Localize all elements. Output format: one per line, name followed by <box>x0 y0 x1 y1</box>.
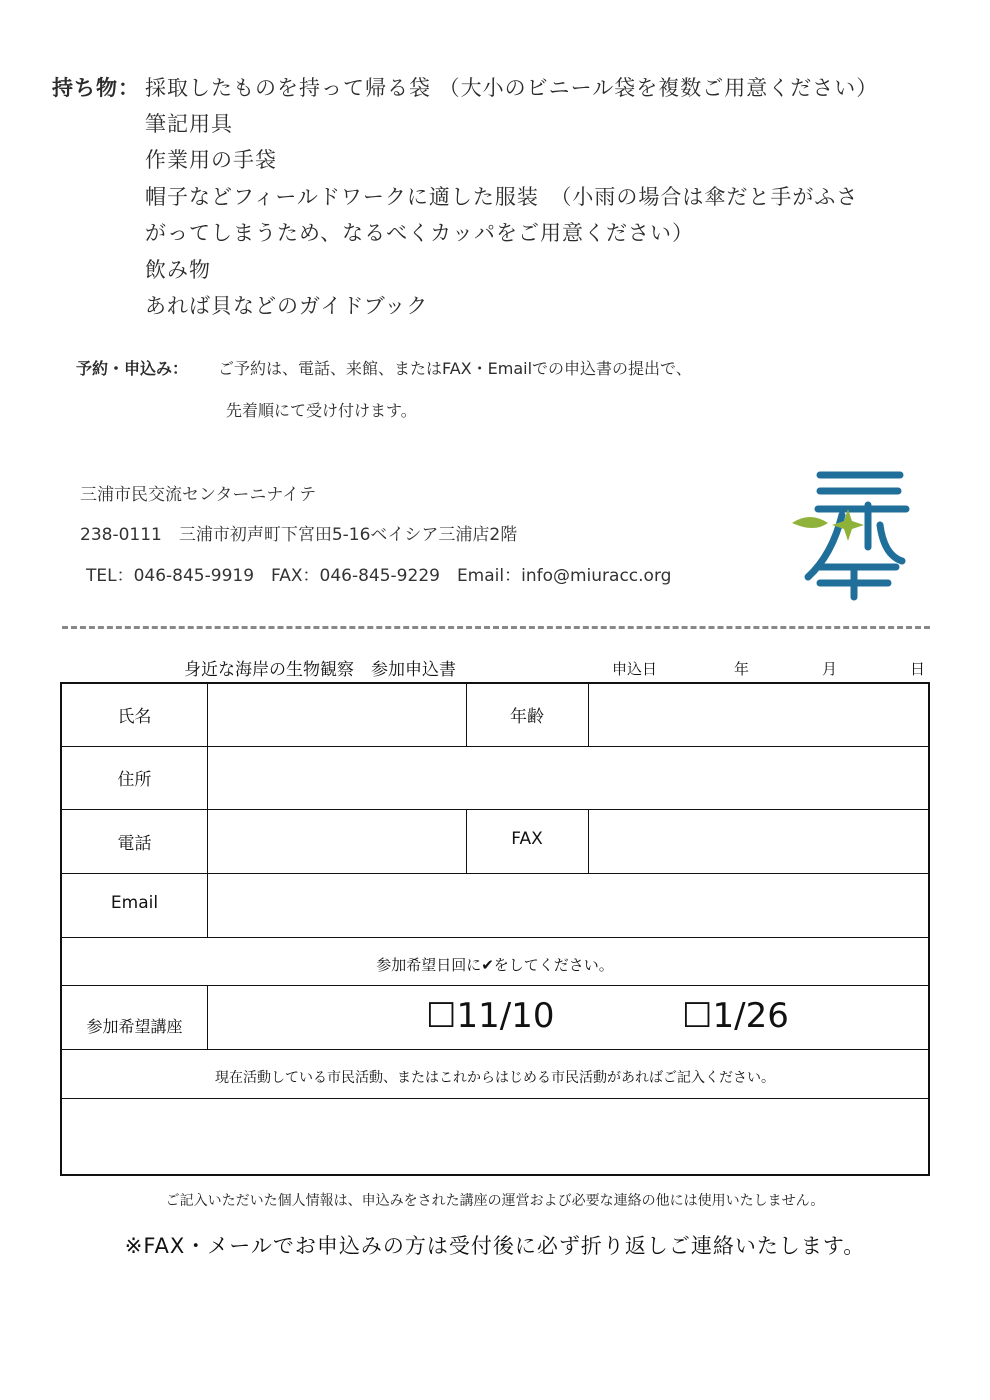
form-title: 身近な海岸の生物観察 参加申込書 <box>184 660 456 680</box>
belongings-label: 持ち物： <box>52 76 140 100</box>
fax-field[interactable] <box>590 812 926 871</box>
age-field[interactable] <box>590 686 926 744</box>
belongings-item: 飲み物 <box>145 258 211 282</box>
activity-instruction: 現在活動している市民活動、またはこれからはじめる市民活動があればご記入ください。 <box>215 1070 775 1086</box>
email-label: Email <box>110 893 159 913</box>
belongings-item: あれば貝などのガイドブック <box>145 294 429 318</box>
reservation-text: 先着順にて受け付けます。 <box>226 401 417 420</box>
belongings-item: 作業用の手袋 <box>145 148 277 172</box>
activity-field[interactable] <box>64 1101 928 1174</box>
age-label: 年齢 <box>510 707 544 727</box>
fax-label: FAX <box>511 829 543 849</box>
date-option-checkbox[interactable]: ☐11/10 <box>426 996 555 1036</box>
organization-name: 三浦市民交流センターニナイテ <box>80 485 317 505</box>
reservation-label: 予約・申込み： <box>76 359 189 378</box>
cut-line-divider <box>62 626 930 629</box>
application-form-table <box>60 682 930 1176</box>
phone-field[interactable] <box>209 812 464 871</box>
belongings-item: がってしまうため、なるべくカッパをご用意ください） <box>145 221 694 245</box>
course-label: 参加希望講座 <box>86 1017 183 1036</box>
application-date-label: 申込日 <box>612 660 658 678</box>
day-label: 日 <box>910 660 926 678</box>
year-label: 年 <box>734 660 750 678</box>
reservation-text: ご予約は、電話、来館、またはFAX・Emailでの申込書の提出で、 <box>218 359 692 378</box>
address-label: 住所 <box>117 770 152 790</box>
name-label: 氏名 <box>117 707 152 727</box>
ninaite-logo <box>784 465 924 605</box>
callback-note: ※FAX・メールでお申込みの方は受付後に必ず折り返しご連絡いたします。 <box>124 1234 866 1258</box>
belongings-item: 筆記用具 <box>145 112 233 136</box>
email-field[interactable] <box>209 876 926 935</box>
belongings-item: 採取したものを持って帰る袋 （大小のビニール袋を複数ご用意ください） <box>145 76 879 100</box>
date-option-checkbox[interactable]: ☐1/26 <box>682 996 789 1036</box>
belongings-item: 帽子などフィールドワークに適した服装 （小雨の場合は傘だと手がふさ <box>145 185 859 209</box>
check-instruction: 参加希望日回に✔をしてください。 <box>376 956 614 974</box>
name-field[interactable] <box>209 686 464 744</box>
address-field[interactable] <box>209 749 926 807</box>
privacy-notice: ご記入いただいた個人情報は、申込みをされた講座の運営および必要な連絡の他には使用いたしません。 <box>165 1193 825 1209</box>
organization-address: 238-0111 三浦市初声町下宮田5-16ベイシア三浦店2階 <box>80 525 518 545</box>
contact-numbers: TEL：046-845-9919 FAX：046-845-9229 Email：info@miuracc.org <box>86 566 672 586</box>
phone-label: 電話 <box>117 834 152 854</box>
month-label: 月 <box>822 660 838 678</box>
